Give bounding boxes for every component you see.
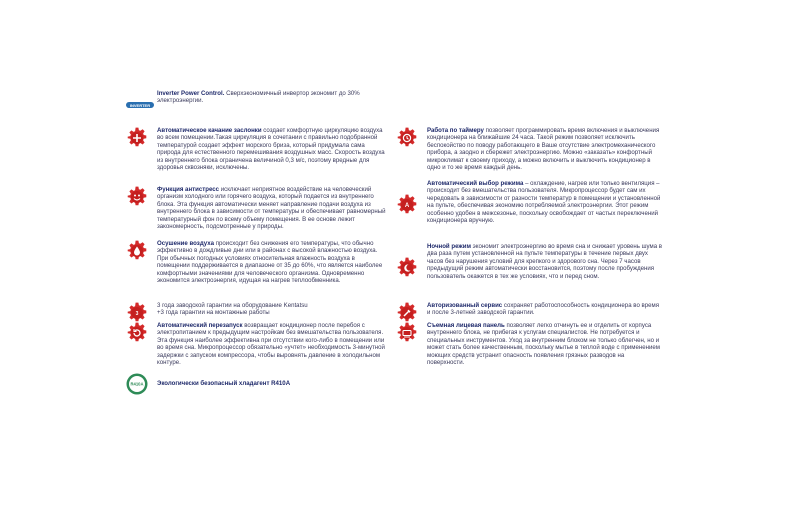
inverter-block <box>157 90 387 105</box>
feature-title: Автоматический перезапуск <box>157 322 243 329</box>
feature-title: Осушение воздуха <box>157 240 215 247</box>
restart-gear-icon <box>126 322 148 344</box>
feature-text: экономит электроэнергию во время сна и снижает уровень шума в два раза путем установленной на пульте температуры в течение первых двух часов без нарушения условий для крепкого и здорового сна. Через 7 часов предыдущий режим автоматически восстановится, поэтому после пробуждения пользователь окажется в тех же условиях, что и перед сном. <box>427 243 663 280</box>
smile-gear-icon <box>126 186 148 208</box>
feature-text: сохраняет работоспособность кондиционера во время и после 3-летней заводской гарантии. <box>427 302 660 317</box>
feature-text: создает комфортную циркуляцию воздуха во всем помещении.Такая циркуляция в сочетании с правильно подобранной температурой создает эффект морского бриза, который придумала сама природа для естественного перемешивания воздушных масс. Скорость воздуха из внутреннего блока ограничена величиной 0,3 м/с, поэтому вредные для здоровья сквозняки, исключены. <box>157 127 385 172</box>
r410a-badge-icon <box>126 373 148 395</box>
feature-text: 3 года заводской гарантии на оборудование Kentatsu +3 года гарантии на монтажные работы <box>157 302 308 317</box>
feature-text: возвращает кондиционер после перебоя с электропитанием к предыдущим настройкам без вмешательства пользователя. Эта функция наиболее эффективна при отсутствии кого-либо в помещении или во время сна. Микропроцессор обязательно «учтет» необходимость 3-минутной задержки с запуском компрессора, чтобы выровнять давление в холодильном контуре. <box>157 322 385 367</box>
feature-text: происходит без снижения его температуры, что обычно эффективно в дождливые дни или в районах с высокой влажностью воздуха. При обычных погодных условиях относительная влажность воздуха в помещении поддерживается в диапазоне от 35 до 60%, что является наиболее комфортными значениями для человеческого организма. Одновременно экономится электроэнергия, идущая на нагрев теплообменника. <box>157 240 383 285</box>
feature-warranty <box>126 302 388 324</box>
auto-gear-icon <box>396 194 418 216</box>
feature-dehumidify <box>126 240 388 284</box>
r410a-badge-text: R410A <box>130 381 144 387</box>
feature-automode <box>396 180 662 224</box>
timer-gear-icon <box>396 127 418 149</box>
feature-title: Работа по таймеру <box>427 127 484 134</box>
warranty-gear-icon <box>126 302 148 324</box>
feature-text: позволяет легко отчинуть ее и отделить от корпуса внутреннего блока, не прибегая к услугам специалистов. Не потребуется и специальных инструментов. Уход за внутренним блоком не только облегчен, но и может стать более качественным, поскольку мытье в теплой воде с применением моющих средств устранит опасность появления грязных разводов на поверхности. <box>427 322 660 367</box>
swing-gear-icon <box>126 127 148 149</box>
svg-text:A: A <box>404 203 410 210</box>
service-gear-icon <box>396 302 418 324</box>
feature-text: позволяет программировать время включения и выключения кондиционера на ближайшие 24 часа. Такой режим позволяет исключить беспокойство по поводу работающего в Ваше отсутствие электромеханического прибора, а заодно и сбережет электроэнергию. Можно «заказать» конфортный микроклимат к своему приходу, а можно включить и выключить кондиционер в одно и то же время каждый день. <box>427 127 660 172</box>
feature-title: Автоматический выбор режима <box>427 180 524 187</box>
feature-night <box>396 243 662 280</box>
svg-text:3: 3 <box>135 311 139 317</box>
feature-autorestart <box>126 322 388 366</box>
feature-timer <box>396 127 662 171</box>
humidity-gear-icon <box>126 240 148 262</box>
feature-title: Автоматическое качание заслонки <box>157 127 262 134</box>
feature-text: – охлаждение, нагрев или только вентиляция – происходит без вмешательства пользователя. Микропроцессор будет сам их чередовать в зависимости от разности температур в помещении и установленной на пульте, обеспечивая экономию потребляемой электроэнергии. Этот режим особенно удобен в межсезонье, поскольку освобождает от частых переключений кондиционера вручную. <box>427 180 661 225</box>
feature-title: Съемная лицевая панель <box>427 322 505 329</box>
panel-gear-icon <box>396 322 418 344</box>
inverter-logo <box>126 100 154 110</box>
feature-title: Ночной режим <box>427 243 471 250</box>
eco-title: Экологически безопасный хладагент R410A <box>157 380 291 387</box>
inverter-text: Сверхэкономичный инвертор экономит до 30% электроэнергии. <box>157 90 360 105</box>
feature-service <box>396 302 662 324</box>
feature-antistress <box>126 186 388 230</box>
feature-swing <box>126 127 388 171</box>
inverter-title: Inverter Power Control. <box>157 90 225 97</box>
night-gear-icon <box>396 257 418 279</box>
feature-text: исключает неприятное воздействие на человеческий организм холодного или горячего воздуха, который подается из внутреннего блока. Эта функция автоматически меняет направление подачи воздуха из внутреннего блока в зависимости от температуры и обеспечивает равномерный температурный фон по всему объему помещения. В ее основе лежит закономерность, подсмотренные у природы. <box>157 186 386 231</box>
feature-panel <box>396 322 662 366</box>
inverter-logo-text: INVERTER <box>129 102 151 108</box>
feature-title: Функция антистресс <box>157 186 220 193</box>
feature-title: Авторизованный сервис <box>427 302 503 309</box>
